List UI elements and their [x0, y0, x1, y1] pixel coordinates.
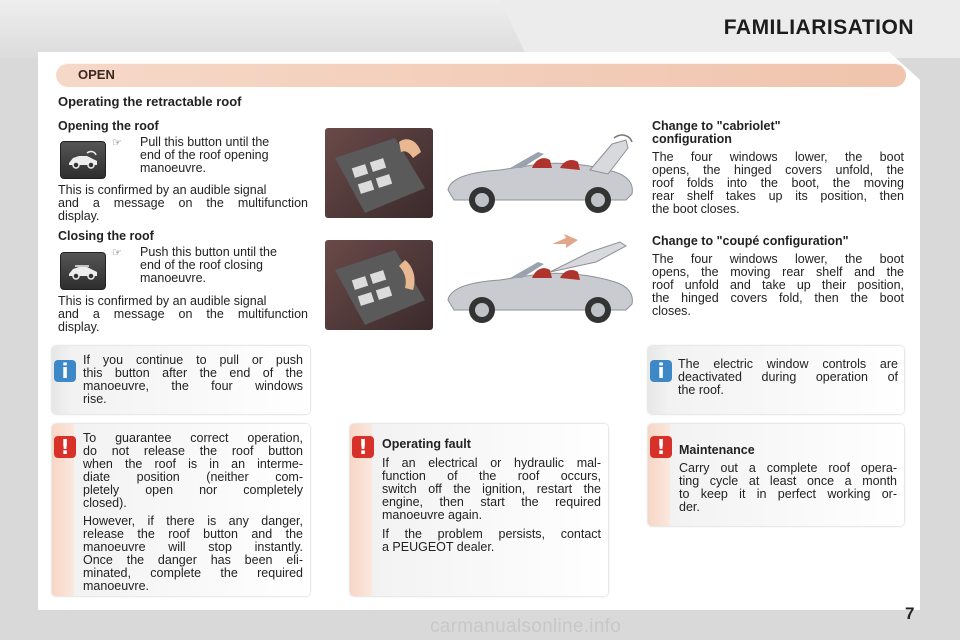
info-right-line: the roof. — [678, 383, 724, 397]
info-note-right — [648, 346, 904, 414]
warn-right-line: to keep it in perfect working or- — [679, 487, 897, 501]
warning-note-left — [52, 424, 310, 596]
closing-confirm-1: This is confirmed by an audible signal — [58, 294, 267, 308]
warn-right-line: ting cycle at least once a month — [679, 474, 897, 488]
warn-left-line: However, if there is any danger, — [83, 514, 303, 528]
info-icon: i — [54, 360, 76, 382]
main-heading: Operating the retractable roof — [58, 94, 242, 109]
warning-icon: ! — [650, 436, 672, 458]
warn-middle-line: a PEUGEOT dealer. — [382, 540, 495, 554]
opening-confirm-3: display. — [58, 209, 100, 223]
closing-heading: Closing the roof — [58, 229, 154, 243]
warning-note-middle — [350, 424, 608, 596]
coupe-line-4: the hinged covers fold, then the boot — [652, 291, 904, 305]
info-right-line: The electric window controls are — [678, 357, 898, 371]
operating-fault-title: Operating fault — [382, 437, 471, 451]
roof-button-icon — [60, 252, 106, 290]
warning-icon: ! — [352, 436, 374, 458]
warn-middle-line: If an electrical or hydraulic mal- — [382, 456, 601, 470]
opening-confirm-2: and a message on the multifunction — [58, 196, 308, 210]
maintenance-title: Maintenance — [679, 443, 755, 457]
warn-middle-line: function of the roof occurs, — [382, 469, 601, 483]
warn-middle-line: engine, then start the required — [382, 495, 601, 509]
warn-middle-line: manoeuvre again. — [382, 508, 483, 522]
info-note-left — [52, 346, 310, 414]
cabriolet-heading-1: Change to "cabriolet" — [652, 119, 781, 133]
coupe-line-5: closes. — [652, 304, 691, 318]
roof-button-icon — [60, 141, 106, 179]
page-number: 7 — [905, 604, 915, 623]
warn-left-line: Once the danger has been eli- — [83, 553, 303, 567]
coupe-line-1: The four windows lower, the boot — [652, 252, 904, 266]
cabriolet-line-3: roof folds into the boot, the moving — [652, 176, 904, 190]
warn-left-line: release the roof button and the — [83, 527, 303, 541]
coupe-line-3: roof unfold and take up their position, — [652, 278, 904, 292]
section-label: OPEN — [78, 67, 115, 82]
section-bar — [56, 63, 906, 87]
opening-instruction-1: Pull this button until the — [140, 135, 270, 149]
info-left-line: rise. — [83, 392, 107, 406]
warning-icon: ! — [54, 436, 76, 458]
info-left-line: this button after the end of the — [83, 366, 303, 380]
info-left-line: If you continue to pull or push — [83, 353, 303, 367]
warn-right-line: Carry out a complete roof opera- — [679, 461, 897, 475]
warn-left-line: minated, complete the required — [83, 566, 303, 580]
info-right-line: deactivated during operation of — [678, 370, 898, 384]
page-title: FAMILIARISATION — [723, 16, 914, 39]
warn-middle-line: If the problem persists, contact — [382, 527, 601, 541]
closing-instruction-2: end of the roof closing — [140, 258, 263, 272]
opening-confirm-1: This is confirmed by an audible signal — [58, 183, 267, 197]
cabriolet-heading-2: configuration — [652, 132, 732, 146]
cabriolet-line-1: The four windows lower, the boot — [652, 150, 904, 164]
warn-middle-line: switch off the ignition, restart the — [382, 482, 601, 496]
warn-left-line: pletely open nor completely — [83, 483, 303, 497]
warn-left-line: closed). — [83, 496, 127, 510]
warn-left-line: manoeuvre will stop instantly. — [83, 540, 303, 554]
warn-left-line: do not release the roof button — [83, 444, 303, 458]
pointing-hand-icon: ☞ — [112, 247, 122, 259]
opening-heading: Opening the roof — [58, 119, 159, 133]
closing-confirm-3: display. — [58, 320, 100, 334]
car-cabriolet-illustration — [440, 128, 640, 223]
opening-instruction-3: manoeuvre. — [140, 161, 207, 175]
closing-instruction-3: manoeuvre. — [140, 271, 207, 285]
console-switch-photo-open — [325, 128, 433, 218]
coupe-line-2: opens, the moving rear shelf and the — [652, 265, 904, 279]
console-switch-photo-close — [325, 240, 433, 330]
cabriolet-line-5: the boot closes. — [652, 202, 740, 216]
pointing-hand-icon: ☞ — [112, 137, 122, 149]
watermark-text: carmanualsonline.info — [430, 616, 622, 637]
closing-instruction-1: Push this button until the — [140, 245, 277, 259]
warn-right-line: der. — [679, 500, 700, 514]
warning-note-right — [648, 424, 904, 526]
info-icon: i — [650, 360, 672, 382]
car-coupe-illustration — [440, 232, 640, 332]
closing-confirm-2: and a message on the multifunction — [58, 307, 308, 321]
warn-left-line: To guarantee correct operation, — [83, 431, 303, 445]
cabriolet-line-4: rear shelf takes up its position, then — [652, 189, 904, 203]
warn-left-line: manoeuvre. — [83, 579, 150, 593]
cabriolet-line-2: opens, the hinged covers unfold, the — [652, 163, 904, 177]
warn-left-line: when the roof is in an interme- — [83, 457, 303, 471]
warn-left-line: diate position (neither com- — [83, 470, 303, 484]
opening-instruction-2: end of the roof opening — [140, 148, 269, 162]
coupe-heading: Change to "coupé configuration" — [652, 234, 849, 248]
info-left-line: manoeuvre, the four windows — [83, 379, 303, 393]
